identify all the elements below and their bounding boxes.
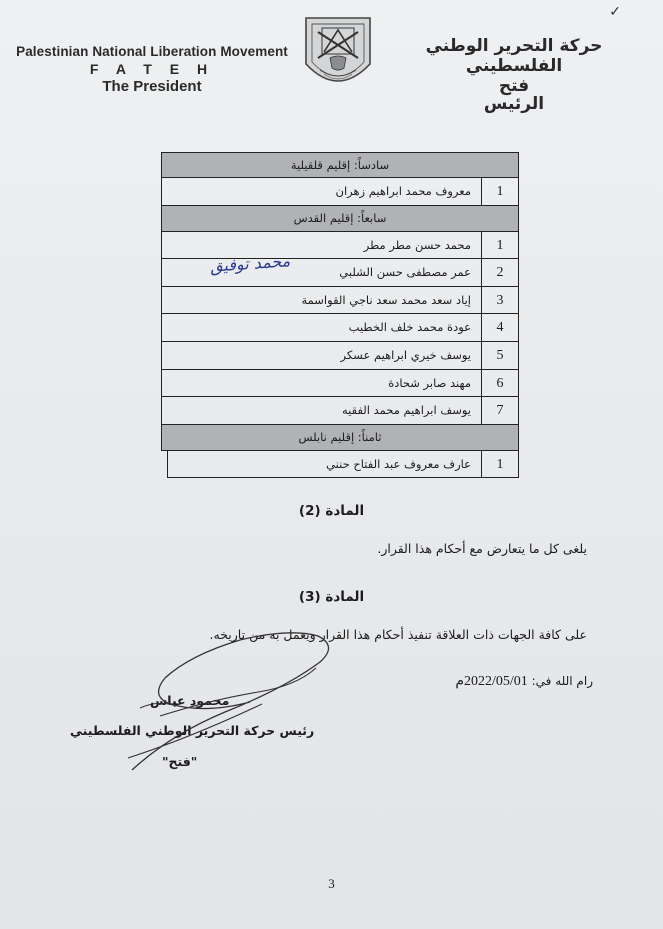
members-table (161, 152, 519, 478)
row-name: يوسف ابراهيم محمد الفقيه (341, 403, 471, 418)
row-name: عودة محمد خلف الخطيب (348, 320, 471, 335)
signature-block (0, 690, 663, 800)
header-arabic-line1: حركة التحرير الوطني الفلسطيني (425, 36, 603, 76)
row-name: عمر مصطفى حسن الشلبي (339, 265, 471, 280)
table-row (161, 178, 519, 206)
header-english-line3: The President (102, 78, 202, 95)
date-value: 2022/05/01م (455, 674, 528, 689)
article-3-text: على كافة الجهات ذات العلاقة تنفيذ أحكام هذا القرار ويعمل به من تاريخه. (209, 627, 587, 642)
header-english-line1: Palestinian National Liberation Movement (16, 44, 288, 59)
date-label: رام الله في: (531, 674, 593, 688)
section-header-jerusalem: سابعاً: إقليم القدس (161, 206, 519, 232)
article-3-title: المادة (3) (298, 589, 365, 605)
article-2-text: يلغى كل ما يتعارض مع أحكام هذا القرار. (377, 541, 587, 556)
article-2-title: المادة (2) (298, 503, 365, 519)
row-number: 3 (481, 287, 518, 314)
signatory-title: رئيس حركة التحرير الوطني الفلسطيني (70, 723, 315, 738)
row-name: عارف معروف عبد الفتاح حنني (326, 456, 471, 471)
row-number: 6 (481, 370, 518, 397)
row-name: معروف محمد ابراهيم زهران (335, 184, 471, 198)
row-number: 7 (481, 397, 518, 424)
signatory-org: "فتح" (162, 754, 198, 769)
row-name: مهند صابر شحادة (388, 375, 471, 390)
table-row (161, 232, 519, 260)
header-arabic (379, 36, 649, 114)
issue-date (455, 673, 593, 690)
table-row (161, 314, 519, 342)
row-name: محمد حسن مطر مطر (363, 237, 471, 252)
row-number: 1 (481, 178, 518, 205)
row-name: إياد سعد محمد سعد ناجي القواسمة (301, 292, 471, 307)
row-number: 2 (481, 259, 518, 286)
table-row (161, 397, 519, 425)
handwritten-note: محمد توفيق (209, 251, 291, 276)
corner-mark: ✓ (609, 4, 621, 20)
row-number: 1 (481, 451, 518, 478)
header-arabic-line2: فتح (498, 76, 530, 96)
section-header-qalqilya: سادساً: إقليم قلقيلية (161, 152, 519, 178)
row-number: 1 (481, 232, 518, 259)
row-name: يوسف خيري ابراهيم عسكر (340, 347, 471, 362)
row-number: 4 (481, 314, 518, 341)
table-row (161, 287, 519, 315)
table-row (167, 451, 519, 479)
signatory-name: محمود عباس (150, 693, 230, 708)
table-row (161, 342, 519, 370)
fateh-emblem-icon (300, 12, 376, 96)
header-english (16, 44, 288, 95)
table-row (161, 370, 519, 398)
header-english-line2: F A T E H (89, 61, 215, 77)
row-number: 5 (481, 342, 518, 369)
page-number: 3 (328, 876, 335, 891)
section-header-nablus: ثامناً: إقليم نابلس (161, 425, 519, 451)
header-arabic-line3: الرئيس (483, 94, 545, 114)
